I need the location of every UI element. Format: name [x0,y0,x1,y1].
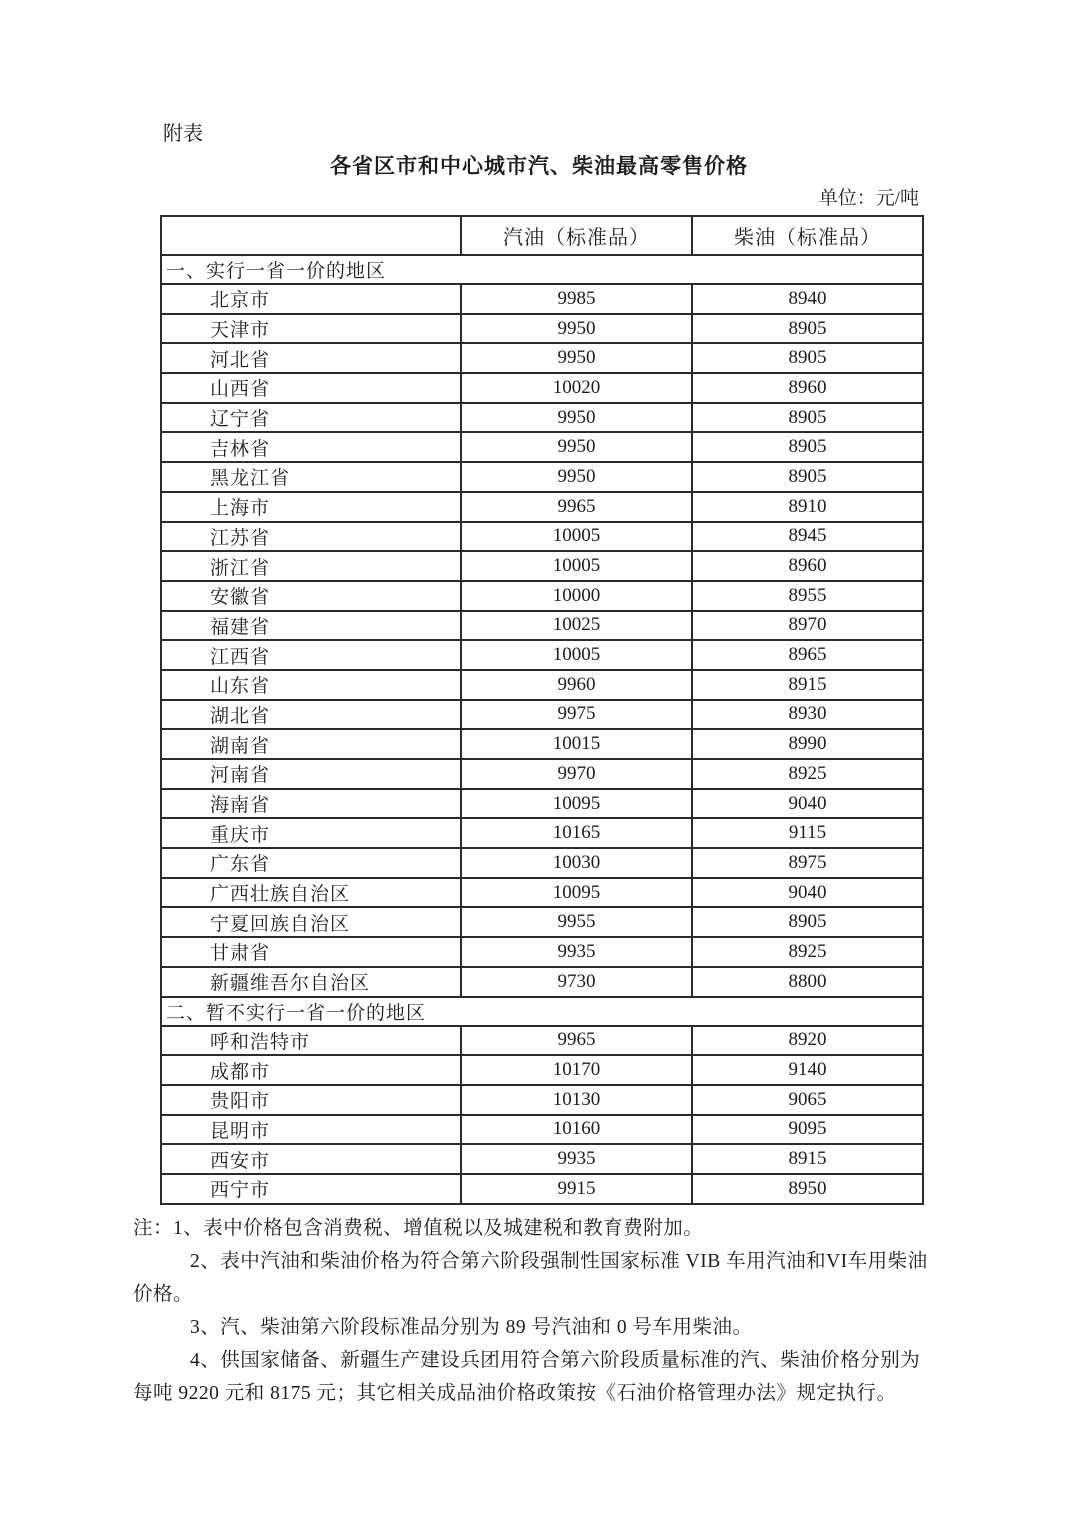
gasoline-price-cell: 10005 [461,551,692,581]
region-header-cell [161,216,461,255]
note-2: 2、表中汽油和柴油价格为符合第六阶段强制性国家标准 VIB 车用汽油和VI车用柴油价格。 [133,1250,928,1305]
diesel-header-cell: 柴油（标准品） [692,216,923,255]
diesel-price-cell: 8970 [692,611,923,641]
note-4: 4、供国家储备、新疆生产建设兵团用符合第六阶段质量标准的汽、柴油价格分别为每吨 9220 元和 8175 元；其它相关成品油价格政策按《石油价格管理办法》规定执行。 [133,1349,921,1404]
gasoline-price-cell: 10005 [461,522,692,552]
diesel-price-cell: 9115 [692,818,923,848]
gasoline-price-cell: 9950 [461,314,692,344]
gasoline-price-cell: 10020 [461,373,692,403]
region-cell: 北京市 [161,284,461,314]
region-cell: 湖南省 [161,729,461,759]
diesel-price-cell: 9140 [692,1055,923,1085]
table-row [161,848,923,878]
annex-label: 附表 [163,123,203,145]
diesel-price-cell: 8910 [692,492,923,522]
gasoline-price-cell: 10160 [461,1115,692,1145]
table-row [161,1026,923,1056]
gasoline-price-cell: 9935 [461,1144,692,1174]
gasoline-price-cell: 10005 [461,640,692,670]
section-heading-row [161,255,923,284]
section-heading: 二、暂不实行一省一价的地区 [161,997,923,1026]
gasoline-price-cell: 9965 [461,1026,692,1056]
table-row [161,670,923,700]
table-row [161,640,923,670]
diesel-price-cell: 8905 [692,314,923,344]
gasoline-price-cell: 9935 [461,937,692,967]
diesel-price-cell: 8925 [692,937,923,967]
gasoline-price-cell: 10095 [461,789,692,819]
gasoline-price-cell: 10095 [461,878,692,908]
gasoline-price-cell: 10165 [461,818,692,848]
table-row [161,789,923,819]
diesel-price-cell: 8960 [692,373,923,403]
region-cell: 西安市 [161,1144,461,1174]
diesel-price-cell: 8960 [692,551,923,581]
diesel-price-cell: 8925 [692,759,923,789]
region-cell: 湖北省 [161,700,461,730]
region-cell: 甘肃省 [161,937,461,967]
region-cell: 安徽省 [161,581,461,611]
table-row [161,343,923,373]
gasoline-price-cell: 10030 [461,848,692,878]
unit-label: 单位：元/吨 [818,188,919,209]
price-table [160,215,924,1205]
diesel-price-cell: 8915 [692,1144,923,1174]
gasoline-price-cell: 9950 [461,343,692,373]
diesel-price-cell: 8915 [692,670,923,700]
table-row [161,403,923,433]
gasoline-price-cell: 9965 [461,492,692,522]
table-row [161,1055,923,1085]
table-row [161,492,923,522]
gasoline-price-cell: 10025 [461,611,692,641]
region-cell: 山东省 [161,670,461,700]
diesel-price-cell: 8905 [692,403,923,433]
region-cell: 山西省 [161,373,461,403]
gasoline-price-cell: 9975 [461,700,692,730]
region-cell: 上海市 [161,492,461,522]
table-row [161,729,923,759]
table-row [161,432,923,462]
page-title: 各省区市和中心城市汽、柴油最高零售价格 [330,154,748,178]
gasoline-price-cell: 9985 [461,284,692,314]
region-cell: 辽宁省 [161,403,461,433]
gasoline-price-cell: 9950 [461,432,692,462]
table-row [161,314,923,344]
region-cell: 吉林省 [161,432,461,462]
table-row [161,1174,923,1204]
region-cell: 宁夏回族自治区 [161,907,461,937]
gasoline-header-cell: 汽油（标准品） [461,216,692,255]
table-row [161,522,923,552]
gasoline-price-cell: 9915 [461,1174,692,1204]
diesel-price-cell: 8955 [692,581,923,611]
gasoline-price-cell: 9950 [461,403,692,433]
region-cell: 海南省 [161,789,461,819]
section-heading: 一、实行一省一价的地区 [161,255,923,284]
table-row [161,284,923,314]
gasoline-price-cell: 9730 [461,967,692,997]
region-cell: 呼和浩特市 [161,1026,461,1056]
region-cell: 河北省 [161,343,461,373]
region-cell: 新疆维吾尔自治区 [161,967,461,997]
table-row [161,759,923,789]
gasoline-price-cell: 9955 [461,907,692,937]
diesel-price-cell: 8905 [692,907,923,937]
diesel-price-cell: 8990 [692,729,923,759]
note-1: 注：1、表中价格包含消费税、增值税以及城建税和教育费附加。 [133,1217,704,1239]
region-cell: 广西壮族自治区 [161,878,461,908]
diesel-price-cell: 8905 [692,462,923,492]
region-cell: 浙江省 [161,551,461,581]
diesel-price-cell: 8975 [692,848,923,878]
diesel-price-cell: 8800 [692,967,923,997]
table-row [161,937,923,967]
gasoline-price-cell: 9960 [461,670,692,700]
region-cell: 西宁市 [161,1174,461,1204]
diesel-price-cell: 8920 [692,1026,923,1056]
table-row [161,611,923,641]
region-cell: 广东省 [161,848,461,878]
diesel-price-cell: 8965 [692,640,923,670]
table-header-row [161,216,923,255]
region-cell: 昆明市 [161,1115,461,1145]
diesel-price-cell: 8945 [692,522,923,552]
diesel-price-cell: 8950 [692,1174,923,1204]
gasoline-price-cell: 9970 [461,759,692,789]
gasoline-price-cell: 9950 [461,462,692,492]
diesel-price-cell: 8905 [692,343,923,373]
note-3: 3、汽、柴油第六阶段标准品分别为 89 号汽油和 0 号车用柴油。 [190,1316,753,1338]
region-cell: 重庆市 [161,818,461,848]
diesel-price-cell: 9065 [692,1085,923,1115]
table-row [161,700,923,730]
notes-block [133,1212,939,1410]
table-row [161,878,923,908]
region-cell: 成都市 [161,1055,461,1085]
table-row [161,967,923,997]
gasoline-price-cell: 10000 [461,581,692,611]
region-cell: 江西省 [161,640,461,670]
region-cell: 黑龙江省 [161,462,461,492]
table-row [161,551,923,581]
region-cell: 河南省 [161,759,461,789]
table-row [161,907,923,937]
table-row [161,462,923,492]
region-cell: 江苏省 [161,522,461,552]
diesel-price-cell: 8940 [692,284,923,314]
table-row [161,1115,923,1145]
region-cell: 贵阳市 [161,1085,461,1115]
diesel-price-cell: 9040 [692,789,923,819]
table-row [161,581,923,611]
diesel-price-cell: 8930 [692,700,923,730]
diesel-price-cell: 8905 [692,432,923,462]
table-row [161,1085,923,1115]
gasoline-price-cell: 10130 [461,1085,692,1115]
section-heading-row [161,997,923,1026]
region-cell: 福建省 [161,611,461,641]
gasoline-price-cell: 10015 [461,729,692,759]
table-row [161,818,923,848]
table-body [161,255,923,1204]
region-cell: 天津市 [161,314,461,344]
diesel-price-cell: 9095 [692,1115,923,1145]
diesel-price-cell: 9040 [692,878,923,908]
table-row [161,1144,923,1174]
gasoline-price-cell: 10170 [461,1055,692,1085]
table-row [161,373,923,403]
